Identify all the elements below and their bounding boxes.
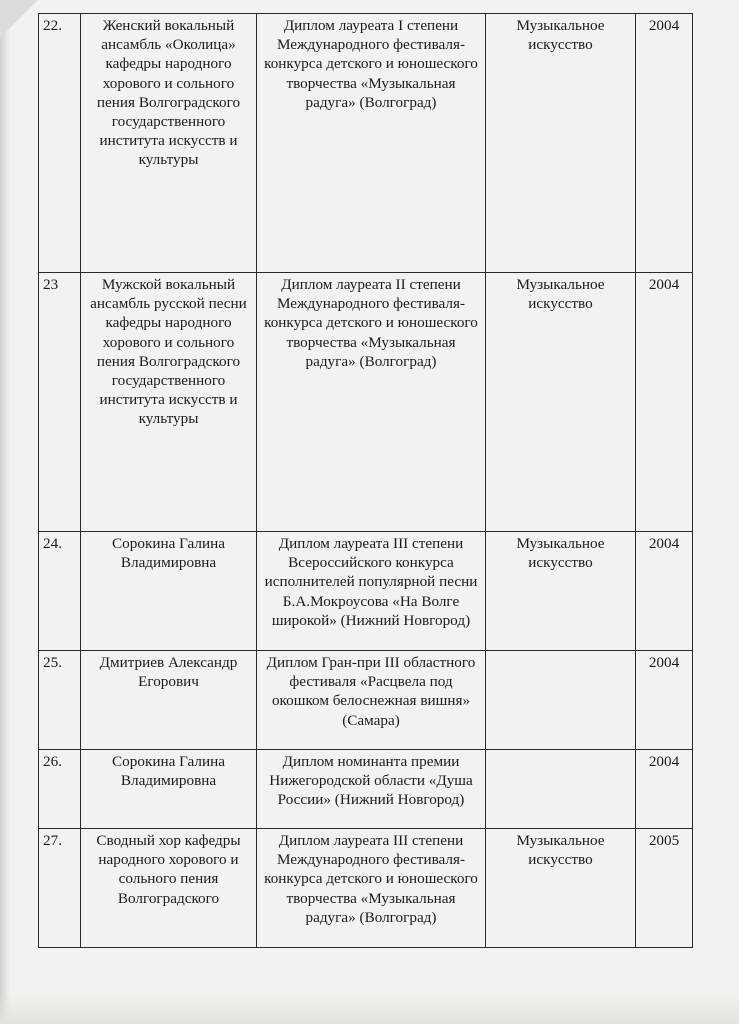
row-number: 22. xyxy=(39,14,81,273)
award-category xyxy=(486,651,636,750)
awards-table xyxy=(38,13,693,948)
table-row xyxy=(39,651,693,750)
row-number: 27. xyxy=(39,829,81,948)
table-row xyxy=(39,273,693,532)
awardee-name: Женский вокальный ансамбль «Околица» кафедры народного хорового и сольного пения Волгоградского государственного института искусств и культуры xyxy=(81,14,257,273)
row-number: 26. xyxy=(39,750,81,829)
page-bottom-shade xyxy=(0,994,739,1024)
page-corner-fold xyxy=(0,0,38,38)
award-description: Диплом лауреата II степени Международного фестиваля-конкурса детского и юношеского творчества «Музыкальная радуга» (Волгоград) xyxy=(257,273,486,532)
awardee-name: Сводный хор кафедры народного хорового и сольного пения Волгоградского xyxy=(81,829,257,948)
award-year: 2005 xyxy=(636,829,693,948)
table-row xyxy=(39,829,693,948)
row-number: 25. xyxy=(39,651,81,750)
row-number: 23 xyxy=(39,273,81,532)
award-category xyxy=(486,750,636,829)
award-description: Диплом лауреата III степени Международного фестиваля-конкурса детского и юношеского творчества «Музыкальная радуга» (Волгоград) xyxy=(257,829,486,948)
table-row xyxy=(39,532,693,651)
award-description: Диплом номинанта премии Нижегородской области «Душа России» (Нижний Новгород) xyxy=(257,750,486,829)
table-row xyxy=(39,750,693,829)
awardee-name: Сорокина Галина Владимировна xyxy=(81,750,257,829)
award-year: 2004 xyxy=(636,14,693,273)
award-year: 2004 xyxy=(636,532,693,651)
awardee-name: Мужской вокальный ансамбль русской песни кафедры народного хорового и сольного пения Волгоградского государственного института искусств и культуры xyxy=(81,273,257,532)
award-year: 2004 xyxy=(636,651,693,750)
awardee-name: Дмитриев Александр Егорович xyxy=(81,651,257,750)
award-category: Музыкальное искусство xyxy=(486,14,636,273)
table-row xyxy=(39,14,693,273)
award-year: 2004 xyxy=(636,750,693,829)
award-year: 2004 xyxy=(636,273,693,532)
award-description: Диплом Гран-при III областного фестиваля «Расцвела под окошком белоснежная вишня» (Самара) xyxy=(257,651,486,750)
awardee-name: Сорокина Галина Владимировна xyxy=(81,532,257,651)
award-description: Диплом лауреата I степени Международного фестиваля-конкурса детского и юношеского творчества «Музыкальная радуга» (Волгоград) xyxy=(257,14,486,273)
page-edge-shadow xyxy=(0,0,10,1024)
award-description: Диплом лауреата III степени Всероссийского конкурса исполнителей популярной песни Б.А.Мокроусова «На Волге широкой» (Нижний Новгород) xyxy=(257,532,486,651)
award-category: Музыкальное искусство xyxy=(486,532,636,651)
row-number: 24. xyxy=(39,532,81,651)
award-category: Музыкальное искусство xyxy=(486,273,636,532)
award-category: Музыкальное искусство xyxy=(486,829,636,948)
